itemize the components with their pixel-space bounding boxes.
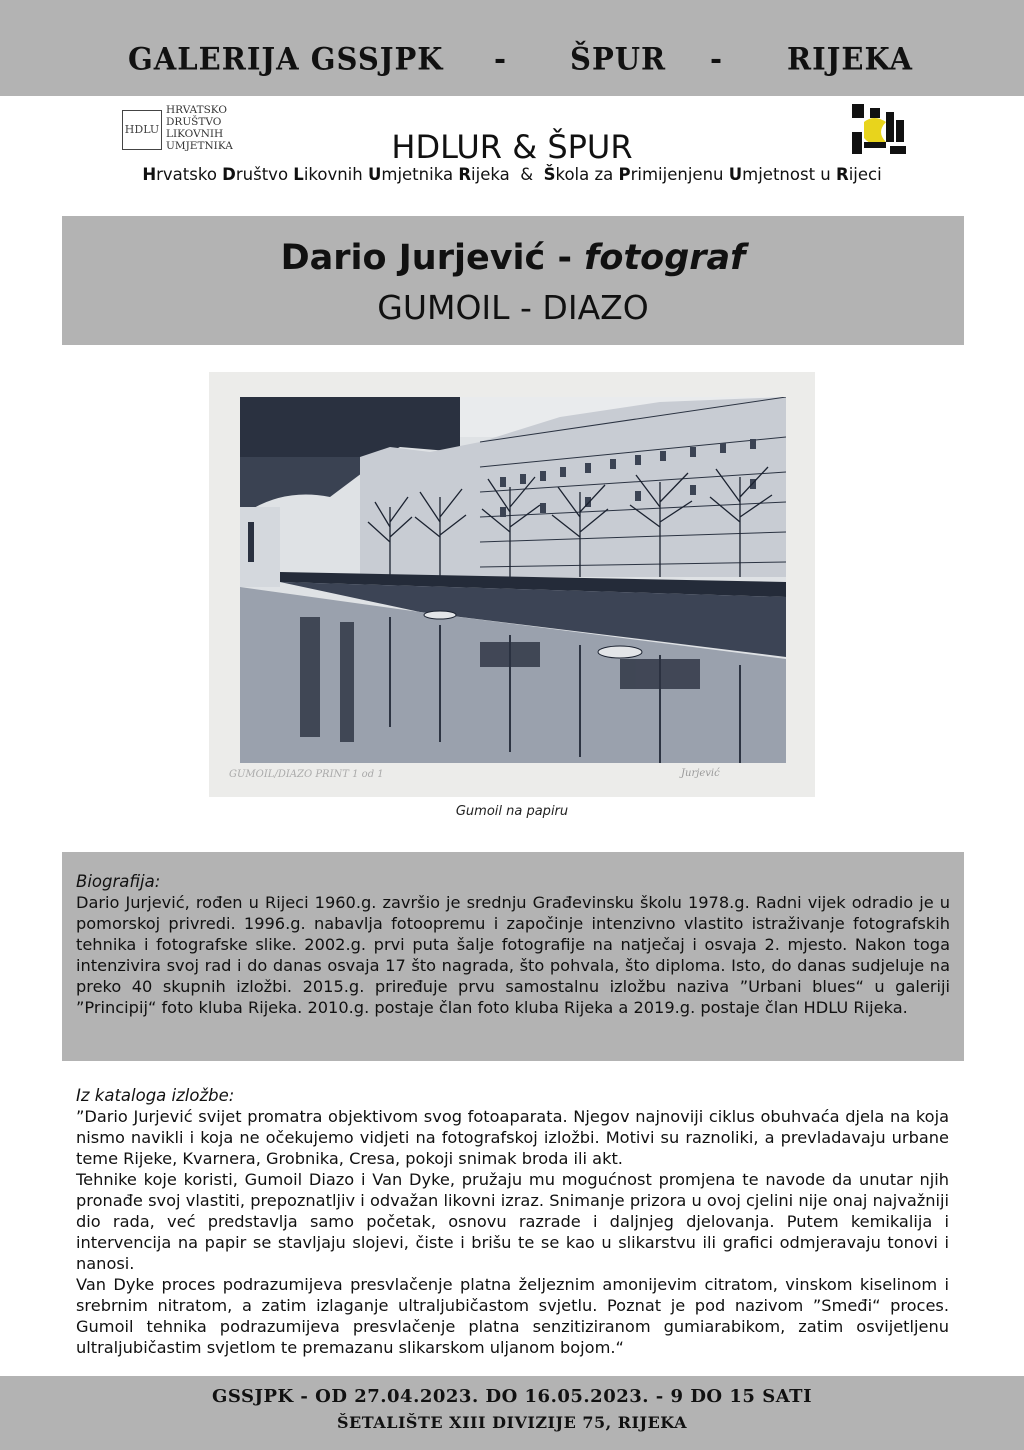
artist-name: Dario Jurjević - fotograf	[280, 238, 746, 278]
artist-signature: Jurjević	[681, 768, 720, 779]
org-subtitle: Hrvatsko Društvo Likovnih Umjetnika Rijeka & Škola za Primijenjenu Umjetnost u Rijeci	[142, 165, 882, 184]
banner-dash: -	[710, 41, 724, 77]
banner-gallery: GALERIJA GSSJPK	[128, 41, 444, 77]
catalog-paragraph: Van Dyke proces podrazumijeva presvlačenje platna željeznim amonijevim citratom, vinskom kiselinom i srebrnim nitratom, a zatim izlaganje ultraljubičastom svjetlu. Poznat je pod nazivom ”Smeđi“ proces. Gumoil tehnika podrazumijeva presvlačenje platna senzitiziranom gumiarabikom, zatim osvijetljenu ultraljubičastim svjetlom te premazanu slikarskom uljanom bojom.“	[76, 1275, 949, 1357]
artwork-photo	[209, 372, 815, 797]
hdlu-logo-text: HRVATSKO DRUŠTVO LIKOVNIH UMJETNIKA	[166, 104, 233, 152]
biography-heading: Biografija:	[76, 872, 161, 891]
exhibition-address: ŠETALIŠTE XIII DIVIZIJE 75, RIJEKA	[337, 1413, 687, 1432]
footer-banner	[0, 1376, 1024, 1450]
biography-box	[62, 852, 964, 1061]
exhibition-dates: GSSJPK - OD 27.04.2023. DO 16.05.2023. - 9 DO 15 SATI	[211, 1386, 812, 1407]
catalog-heading: Iz kataloga izložbe:	[76, 1086, 235, 1105]
catalog-paragraph: ”Dario Jurjević svijet promatra objektivom svog fotoaparata. Njegov najnoviji ciklus obuhvaća djela na koja nismo navikli i koja ne očekujemo vidjeti na fotografskoj izložbi. Motivi su raznoliki, a prevladavaju urbane teme Rijeke, Kvarnera, Grobnika, Cresa, pokoji snimak broda ili akt.	[76, 1107, 949, 1168]
top-banner	[0, 0, 1024, 96]
banner-city: RIJEKA	[787, 41, 914, 77]
catalog-paragraph: Tehnike koje koristi, Gumoil Diazo i Van Dyke, pružaju mu mogućnost promjena te navode da unutar njih pronađe svoj vlastiti, prepoznatljiv i odvažan likovni izraz. Snimanje prizora u ovoj cjelini nije onaj najvažniji dio rada, već predstavlja samo početak, osnovu razrade i daljnjeg djelovanja. Putem kemikalija i intervencija na papir se stavljaju slojevi, čiste i brišu te se kao u slikarstvu ili grafici odmjeravaju tonovi i nanosi.	[76, 1170, 949, 1273]
artist-role: fotograf	[584, 238, 746, 278]
biography-text: Dario Jurjević, rođen u Rijeci 1960.g. završio je srednju Građevinsku školu 1978.g. Radni vijek odradio je u pomorskoj privredi. 1996.g. nabavlja fotoopremu i započinje intenzivno vlastito istraživanje fotografskih tehnika i fotografske slike. 2002.g. prvi puta šalje fotografije na natječaj i osvaja 2. mjesto. Nakon toga intenzivira svoj rad i do danas osvaja 17 što nagrada, što pohvala, što diploma. Isto, do danas sudjeluje na preko 40 skupnih izložbi. 2015.g. priređuje prvu samostalnu izložbu naziva ”Urbani blues“ u galeriji ”Principij“ foto kluba Rijeka. 2010.g. postaje član foto kluba Rijeka a 2019.g. postaje član HDLU Rijeka.	[76, 893, 950, 1017]
exhibition-title-box	[62, 216, 964, 345]
catalog-section	[76, 1085, 949, 1358]
banner-dash: -	[494, 41, 508, 77]
exhibition-title: GUMOIL - DIAZO	[377, 288, 649, 327]
banner-spur: ŠPUR	[570, 41, 667, 77]
org-title: HDLUR & ŠPUR	[391, 128, 633, 166]
hdlu-logo-mark: HDLU	[122, 110, 162, 150]
photo-caption: Gumoil na papiru	[455, 804, 569, 819]
gumoil-print-image	[240, 397, 786, 763]
pencil-inscription: GUMOIL/DIAZO PRINT 1 od 1	[229, 769, 384, 780]
